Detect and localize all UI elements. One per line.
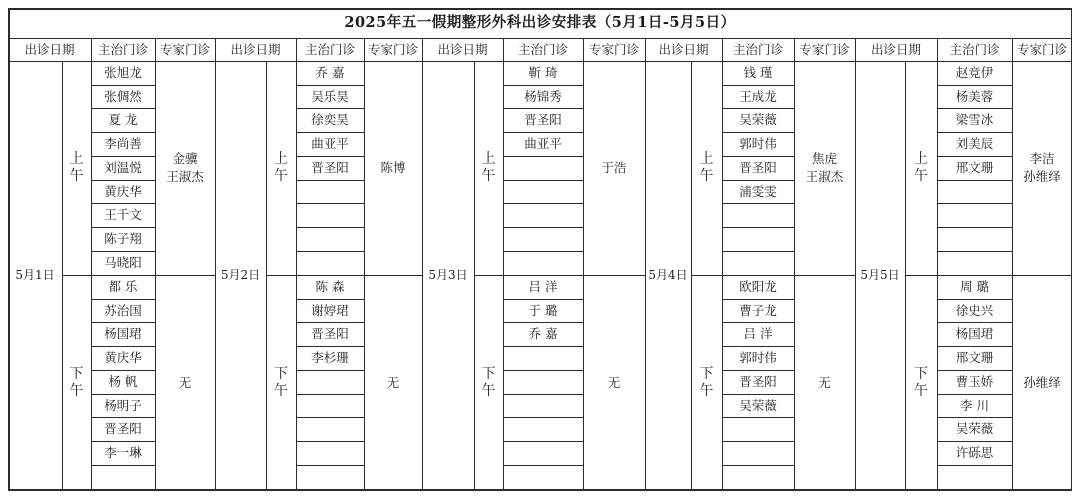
row-line: [503, 203, 583, 204]
doctor-name: 王千文: [104, 207, 142, 223]
day-date: 5月3日: [428, 268, 468, 283]
row-line: [503, 251, 583, 252]
period-am: 上 午: [274, 151, 288, 184]
header-date: 出诊日期: [24, 42, 75, 57]
doctor-name: 李尚善: [104, 136, 142, 152]
doctor-name: 梁雪冰: [955, 112, 994, 128]
row-line: [296, 417, 364, 418]
doctor-name: 吴乐昊: [311, 89, 349, 105]
doctor-name: 陈子翔: [104, 231, 142, 247]
day-date: 5月5日: [860, 268, 900, 283]
period-pm: 下 午: [481, 365, 496, 399]
doctor-name: 邢文珊: [955, 350, 994, 366]
header-main-clinic: 主治门诊: [732, 42, 783, 57]
header-expert-clinic: 专家门诊: [799, 42, 850, 57]
doctor-name: 许砾思: [955, 445, 994, 461]
row-line: [503, 417, 583, 418]
doctor-name: 吴荣薇: [955, 421, 994, 437]
expert-am: 陈博: [380, 160, 406, 175]
doctor-name: 张倜然: [104, 89, 142, 105]
day-date: 5月1日: [15, 268, 55, 283]
header-main-clinic: 主治门诊: [304, 42, 355, 57]
table-border-top: [8, 8, 1072, 10]
doctor-name: 乔 嘉: [528, 326, 558, 342]
doctor-name: 杨国珺: [955, 326, 994, 342]
doctor-name: 欧阳龙: [739, 279, 777, 295]
row-line: [296, 180, 364, 181]
doctor-name: 黄庆华: [104, 350, 142, 366]
row-line: [722, 417, 794, 418]
doctor-name: 晋圣阳: [739, 160, 777, 176]
doctor-name: 晋圣阳: [104, 421, 142, 437]
expert-am: 焦虎 王淑杰: [805, 151, 844, 184]
expert-am: 李洁 孙维绎: [1023, 151, 1061, 184]
doctor-name: 晋圣阳: [311, 326, 349, 342]
doctor-name: 陈 森: [315, 279, 345, 295]
row-line: [296, 370, 364, 371]
row-line: [296, 465, 364, 466]
doctor-name: 郭时伟: [739, 136, 777, 152]
day-date: 5月4日: [648, 268, 688, 283]
doctor-name: 黄庆华: [104, 184, 142, 200]
doctor-name: 靳 琦: [528, 65, 558, 81]
expert-pm: 无: [607, 374, 621, 390]
doctor-name: 李一琳: [104, 445, 142, 461]
header-date: 出诊日期: [658, 42, 709, 57]
doctor-name: 谢婷珺: [311, 303, 349, 319]
header-main-clinic: 主治门诊: [949, 42, 1000, 57]
row-line: [91, 465, 155, 466]
header-expert-clinic: 专家门诊: [1016, 42, 1067, 57]
row-line: [722, 227, 794, 228]
doctor-name: 曲亚平: [311, 136, 349, 152]
period-pm: 下 午: [699, 365, 714, 399]
doctor-name: 吴荣薇: [739, 398, 777, 414]
doctor-name: 邢文珊: [955, 160, 994, 176]
day-date: 5月2日: [220, 268, 261, 283]
row-line: [937, 180, 1012, 181]
row-line: [296, 203, 364, 204]
doctor-name: 李杉珊: [311, 350, 349, 366]
period-am: 上 午: [914, 151, 928, 184]
row-line: [503, 156, 583, 157]
doctor-name: 周 璐: [960, 279, 989, 295]
row-line: [503, 441, 583, 442]
doctor-name: 杨 帆: [108, 374, 138, 390]
row-line: [296, 251, 364, 252]
doctor-name: 马晓阳: [104, 255, 142, 271]
header-date: 出诊日期: [437, 42, 488, 57]
doctor-name: 刘美辰: [955, 136, 994, 152]
doctor-name: 杨锦秀: [524, 89, 562, 105]
expert-pm: 无: [178, 374, 192, 390]
row-line: [722, 441, 794, 442]
doctor-name: 李 川: [960, 398, 989, 414]
period-pm: 下 午: [914, 365, 928, 399]
doctor-name: 徐奕昊: [311, 112, 349, 128]
row-line: [937, 203, 1012, 204]
doctor-name: 刘温悦: [104, 160, 142, 176]
row-line: [296, 441, 364, 442]
expert-am: 金骥 王淑杰: [166, 151, 204, 184]
doctor-name: 乔 嘉: [315, 65, 345, 81]
doctor-name: 曲亚平: [524, 136, 562, 152]
period-am: 上 午: [481, 151, 496, 184]
doctor-name: 夏 龙: [108, 112, 138, 128]
row-line: [503, 180, 583, 181]
doctor-name: 徐史兴: [955, 303, 994, 319]
doctor-name: 于 璐: [528, 303, 558, 319]
doctor-name: 曹玉娇: [955, 374, 994, 390]
doctor-name: 吕 洋: [528, 279, 558, 295]
header-date: 出诊日期: [230, 42, 281, 57]
row-line: [722, 465, 794, 466]
doctor-name: 浦雯雯: [739, 184, 777, 200]
table-title: 2025年五一假期整形外科出诊安排表（5月1日-5月5日）: [344, 14, 736, 32]
row-line: [937, 465, 1012, 466]
expert-pm: 无: [818, 374, 831, 390]
doctor-name: 都 乐: [108, 279, 138, 295]
header-main-clinic: 主治门诊: [517, 42, 568, 57]
doctor-name: 晋圣阳: [524, 112, 562, 128]
doctor-name: 吴荣薇: [739, 112, 777, 128]
row-line: [503, 227, 583, 228]
header-date: 出诊日期: [870, 42, 921, 57]
doctor-name: 吕 洋: [743, 326, 773, 342]
doctor-name: 曹子龙: [739, 303, 777, 319]
doctor-name: 钱 瑾: [743, 65, 773, 81]
period-am: 上 午: [699, 151, 714, 184]
doctor-name: 郭时伟: [739, 350, 777, 366]
expert-pm: 孙维绎: [1023, 374, 1061, 390]
row-line: [503, 465, 583, 466]
row-line: [296, 394, 364, 395]
row-line: [503, 346, 583, 347]
header-expert-clinic: 专家门诊: [159, 42, 210, 57]
doctor-name: 赵竞伊: [955, 65, 994, 81]
doctor-name: 晋圣阳: [311, 160, 349, 176]
header-main-clinic: 主治门诊: [97, 42, 148, 57]
doctor-name: 杨美蓉: [955, 89, 994, 105]
period-pm: 下 午: [274, 365, 288, 399]
expert-am: 于浩: [601, 160, 627, 175]
period-am: 上 午: [69, 151, 84, 184]
row-line: [503, 394, 583, 395]
row-line: [503, 370, 583, 371]
row-line: [937, 227, 1012, 228]
doctor-name: 苏治国: [104, 303, 142, 319]
period-pm: 下 午: [69, 365, 84, 399]
row-line: [937, 251, 1012, 252]
row-line: [722, 203, 794, 204]
expert-pm: 无: [386, 374, 400, 390]
doctor-name: 张旭龙: [104, 65, 142, 81]
doctor-name: 杨明子: [104, 398, 142, 414]
doctor-name: 王成龙: [739, 89, 777, 105]
row-line: [722, 251, 794, 252]
header-expert-clinic: 专家门诊: [588, 42, 639, 57]
doctor-name: 晋圣阳: [739, 374, 777, 390]
row-line: [296, 227, 364, 228]
header-expert-clinic: 专家门诊: [367, 42, 418, 57]
doctor-name: 杨国珺: [104, 326, 142, 342]
